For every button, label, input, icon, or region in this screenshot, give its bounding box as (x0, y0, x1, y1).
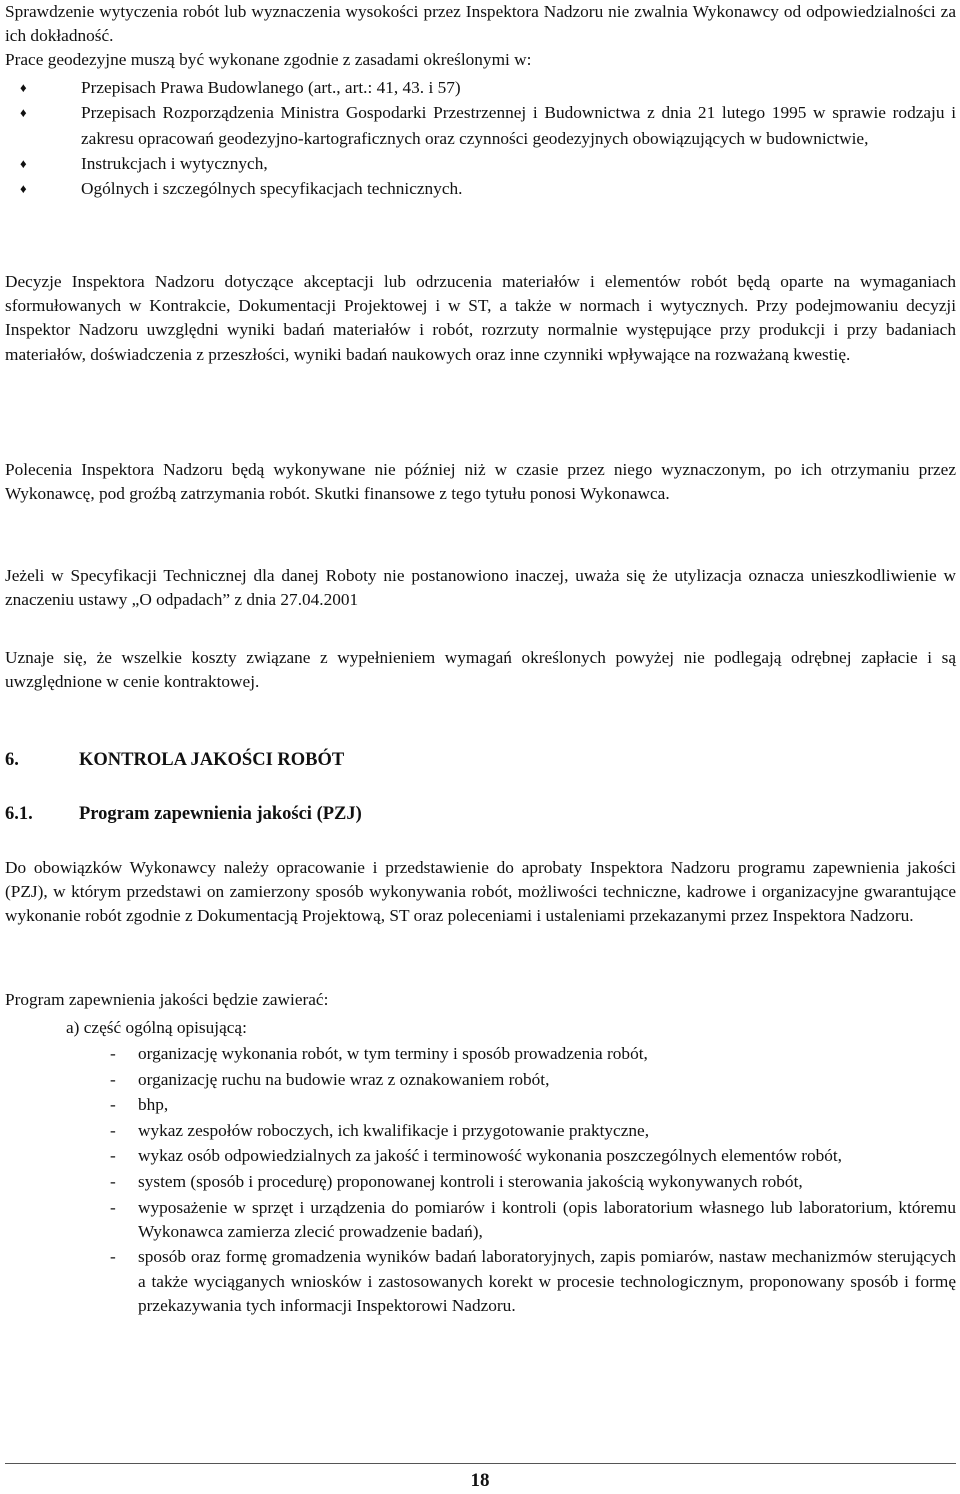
bullet-item: ♦ Instrukcjach i wytycznych, (20, 153, 268, 173)
list-item: - sposób oraz formę gromadzenia wyników badań laboratoryjnych, zapis pomiarów, nastaw mechanizmów sterujących a także wyciąganych wniosków i zastosowanych korekt w procesie technologicznym, proponowany sposób i formę przekazywania tych informacji Inspektorowi Nadzoru. (110, 1247, 956, 1315)
footer-divider (5, 1463, 956, 1464)
paragraph-obowiazki: Do obowiązków Wykonawcy należy opracowanie i przedstawienie do aprobaty Inspektora Nadzoru programu zapewnienia jakości (PZJ), w którym przedstawi on zamierzony sposób wykonywania robót, możliwości techniczne, kadrowe i organizacyjne gwarantujące wykonanie robót zgodnie z Dokumentacją Projektową, ST oraz poleceniami i ustaleniami przekazanymi przez Inspektora Nadzoru. (5, 858, 956, 926)
list-item: - organizację wykonania robót, w tym terminy i sposób prowadzenia robót, (110, 1044, 648, 1063)
diamond-bullet-icon: ♦ (20, 155, 27, 171)
bullet-item: ♦ Przepisach Prawa Budowlanego (art., art.: 41, 43. i 57) (20, 78, 461, 97)
page-number: 18 (470, 1470, 490, 1491)
section-heading-6-1: 6.1. Program zapewnienia jakości (PZJ) (5, 804, 362, 824)
program-contents-list (5, 1042, 956, 1319)
intro-requirements-line: Prace geodezyjne muszą być wykonane zgodnie z zasadami określonymi w: (5, 50, 532, 69)
list-item: - organizację ruchu na budowie wraz z oznakowaniem robót, (110, 1069, 550, 1089)
intro-paragraph: Sprawdzenie wytyczenia robót lub wyznaczenia wysokości przez Inspektora Nadzoru nie zwalnia Wykonawcy od odpowiedzialności za ich dokładność. (5, 2, 956, 46)
bullet-item: ♦ Przepisach Rozporządzenia Ministra Gospodarki Przestrzennej i Budownictwa z dnia 21 lutego 1995 w sprawie rodzaju i zakresu opracowań geodezyjno-kartograficznych oraz czynności geodezyjnych obowiązujących w budownictwie, (20, 103, 956, 148)
paragraph-jezeli: Jeżeli w Specyfikacji Technicznej dla danej Roboty nie postanowiono inaczej, uważa się że utylizacja oznacza unieszkodliwienie w znaczeniu ustawy „O odpadach” z dnia 27.04.2001 (5, 566, 956, 610)
list-item: - system (sposób i procedurę) proponowanej kontroli i sterowania jakością wykonywanych robót, (110, 1171, 803, 1191)
list-item: - wyposażenie w sprzęt i urządzenia do pomiarów i kontroli (opis laboratorium własnego lub laboratorium, któremu Wykonawca zamierza zlecić prowadzenie badań), (110, 1197, 956, 1241)
sublist-heading-a: a) część ogólną opisującą: (66, 1018, 247, 1037)
list-item: - wykaz osób odpowiedzialnych za jakość i terminowość wykonania poszczególnych elementów robót, (110, 1146, 842, 1166)
paragraph-polecenia: Polecenia Inspektora Nadzoru będą wykonywane nie później niż w czasie przez niego wyznaczonym, po ich otrzymaniu przez Wykonawcę, pod groźbą zatrzymania robót. Skutki finansowe z tego tytułu ponosi Wykonawca. (5, 460, 956, 504)
list-item: - bhp, (110, 1095, 169, 1115)
list-item: - wykaz zespołów roboczych, ich kwalifikacje i przygotowanie praktyczne, (110, 1120, 650, 1140)
bullet-item: ♦ Ogólnych i szczególnych specyfikacjach technicznych. (20, 179, 463, 199)
paragraph-decyzje: Decyzje Inspektora Nadzoru dotyczące akceptacji lub odrzucenia materiałów i elementów robót będą oparte na wymaganiach sformułowanych w Kontrakcie, Dokumentacji Projektowej i w ST, a także w normach i wytycznych. Przy podejmowaniu decyzji Inspektor Nadzoru uwzględni wyniki badań materiałów i robót, rozrzuty normalnie występujące przy produkcji i przy badaniach materiałów, doświadczenia z przeszłości, wyniki badań naukowych oraz inne czynniki wpływające na rozważaną kwestię. (5, 272, 956, 364)
regulations-bullet-list (5, 75, 956, 201)
diamond-bullet-icon: ♦ (20, 105, 27, 121)
paragraph-program: Program zapewnienia jakości będzie zawierać: (5, 990, 329, 1009)
paragraph-uznaje: Uznaje się, że wszelkie koszty związane z wypełnieniem wymagań określonych powyżej nie podlegają odrębnej zapłacie i są uwzględnione w cenie kontraktowej. (5, 648, 956, 692)
diamond-bullet-icon: ♦ (20, 181, 27, 197)
section-heading-6: 6. KONTROLA JAKOŚCI ROBÓT (5, 750, 345, 770)
diamond-bullet-icon: ♦ (20, 80, 27, 95)
